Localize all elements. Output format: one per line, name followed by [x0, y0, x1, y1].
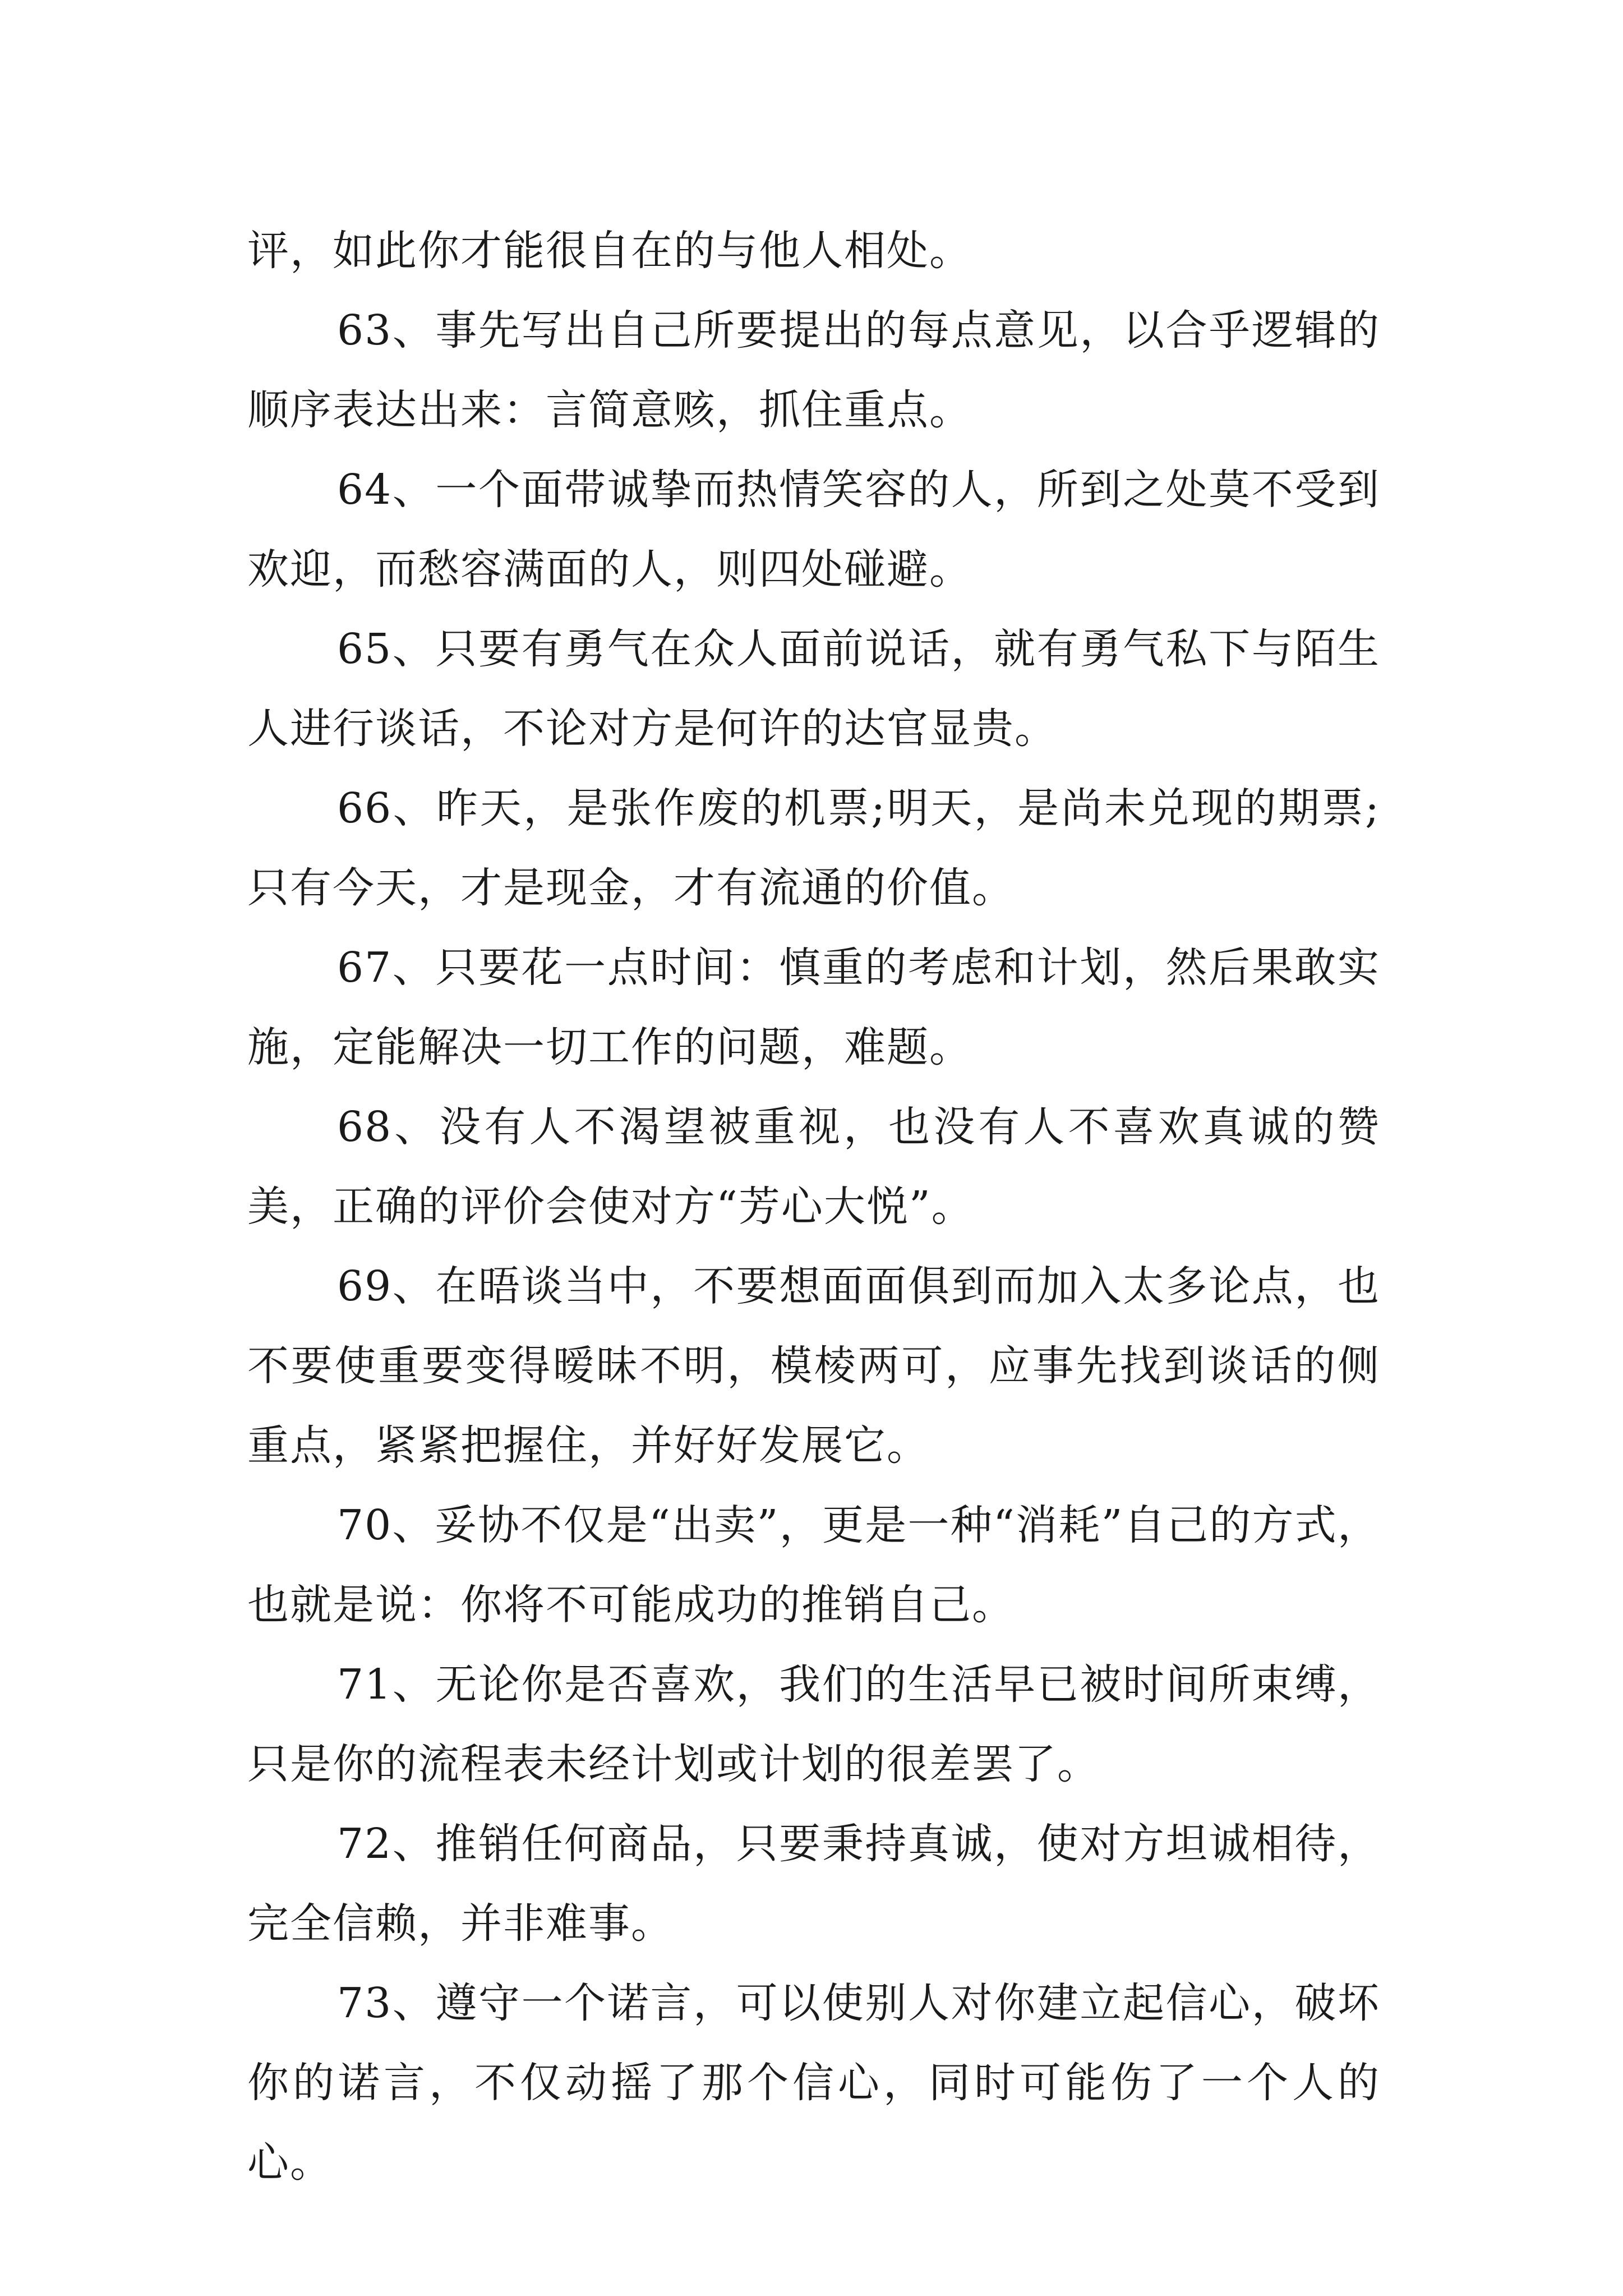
paragraph-64: 64、一个面带诚挚而热情笑容的人，所到之处莫不受到欢迎，而愁容满面的人，则四处碰避。 [247, 466, 1380, 593]
paragraph-68: 68、没有人不渴望被重视，也没有人不喜欢真诚的赞美，正确的评价会使对方“芳心大悦”。 [247, 1103, 1380, 1231]
paragraph-63: 63、事先写出自己所要提出的每点意见，以合乎逻辑的顺序表达出来：言简意赅，抓住重点。 [247, 306, 1380, 434]
paragraph-70: 70、妥协不仅是“出卖”，更是一种“消耗”自己的方式，也就是说：你将不可能成功的推销自己。 [247, 1501, 1380, 1629]
paragraph-72: 72、推销任何商品，只要秉持真诚，使对方坦诚相待，完全信赖，并非难事。 [247, 1820, 1380, 1948]
paragraph-65: 65、只要有勇气在众人面前说话，就有勇气私下与陌生人进行谈话，不论对方是何许的达官显贵。 [247, 625, 1380, 753]
paragraph-66: 66、昨天，是张作废的机票;明天，是尚未兑现的期票;只有今天，才是现金，才有流通的价值。 [247, 784, 1380, 912]
paragraph-71: 71、无论你是否喜欢，我们的生活早已被时间所束缚，只是你的流程表未经计划或计划的很差罢了。 [247, 1660, 1380, 1788]
paragraph-69: 69、在晤谈当中，不要想面面俱到而加入太多论点，也不要使重要变得暧昧不明，模棱两可，应事先找到谈话的侧重点，紧紧把握住，并好好发展它。 [247, 1262, 1380, 1470]
document-body [247, 211, 1380, 2202]
paragraph-continued: 评，如此你才能很自在的与他人相处。 [247, 227, 972, 275]
paragraph-73: 73、遵守一个诺言，可以使别人对你建立起信心，破坏你的诺言，不仅动摇了那个信心，同时可能伤了一个人的心。 [247, 1979, 1380, 2187]
paragraph-67: 67、只要花一点时间：慎重的考虑和计划，然后果敢实施，定能解决一切工作的问题，难题。 [247, 944, 1380, 1071]
